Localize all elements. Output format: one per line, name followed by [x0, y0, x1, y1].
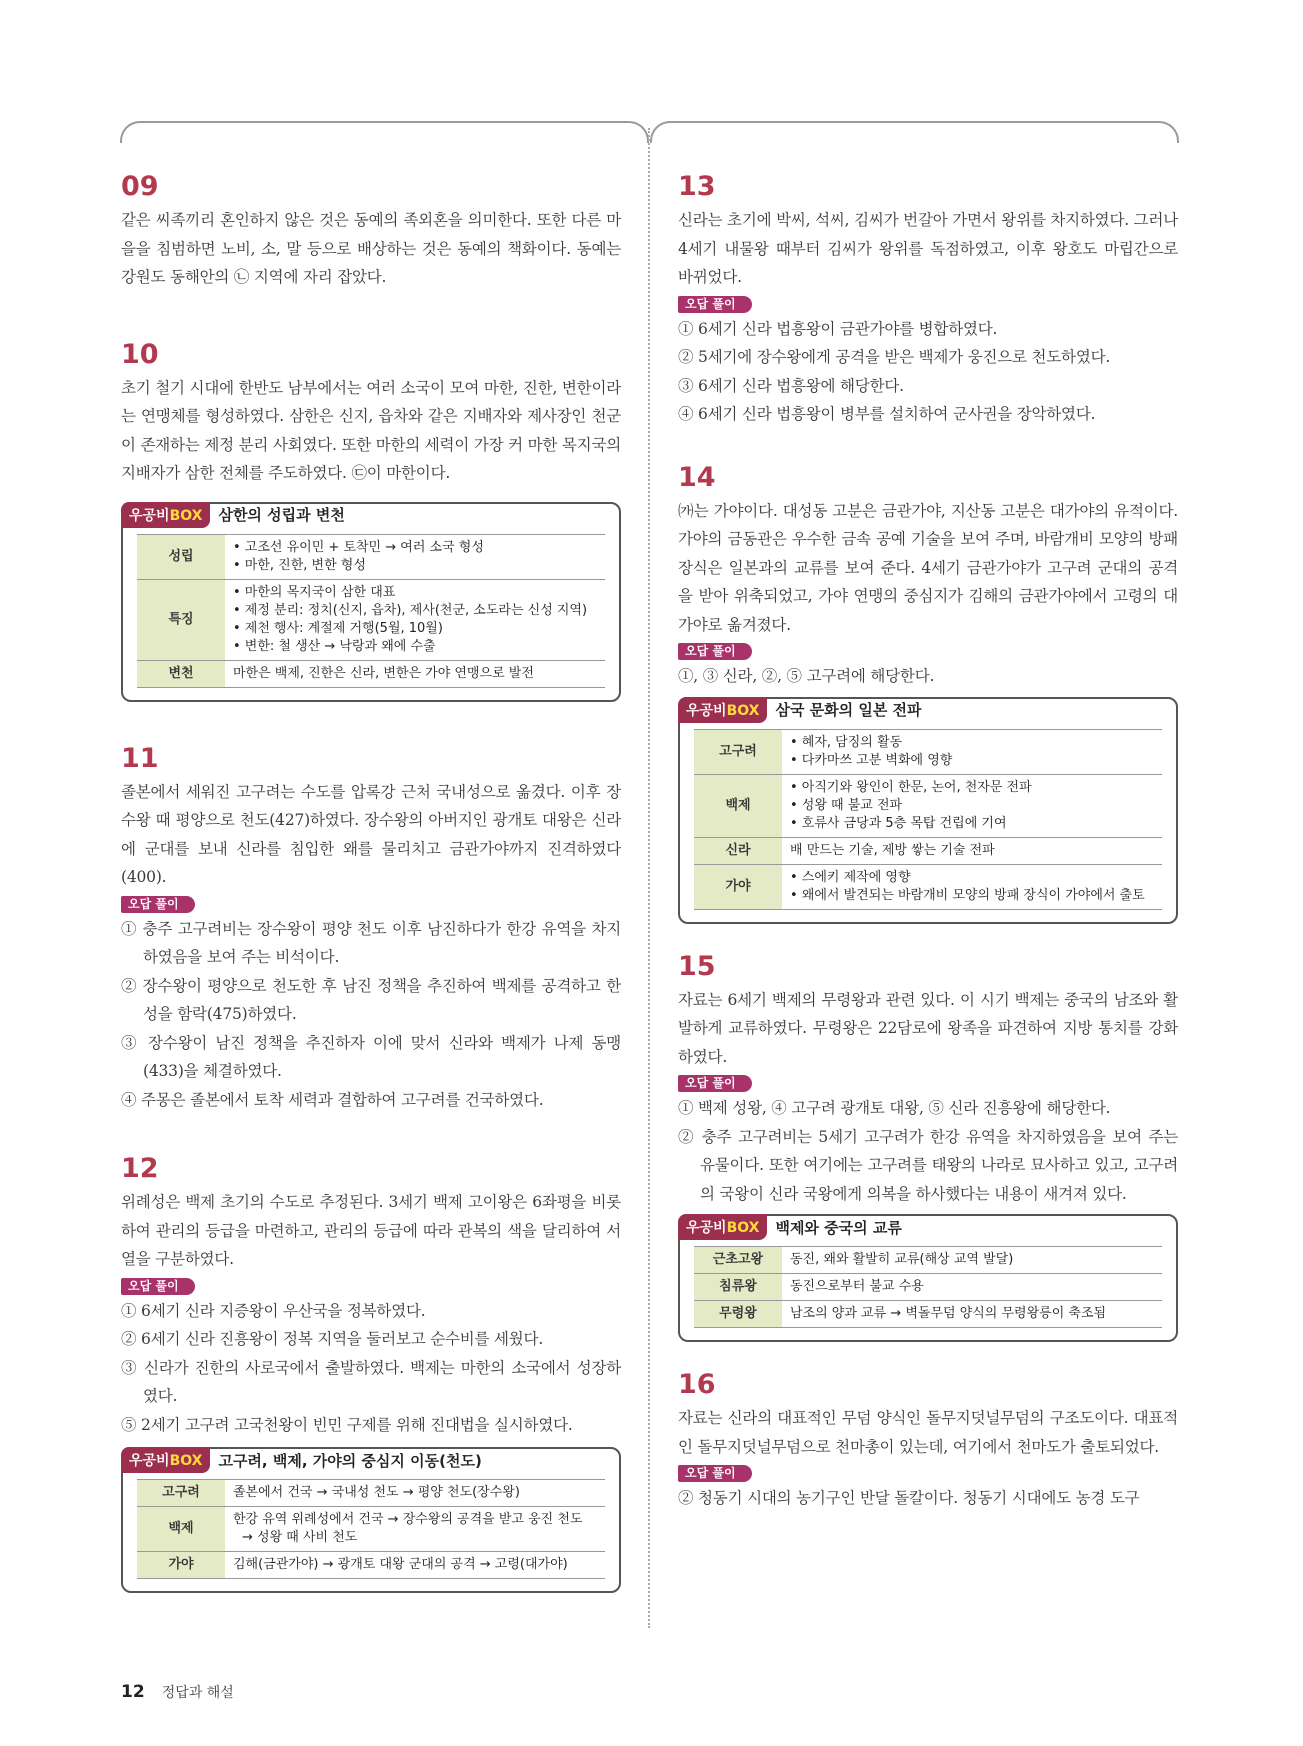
- frame-right-arch: [650, 121, 1179, 143]
- wrong-answer-label: 오답 풀이: [678, 296, 752, 313]
- list-item: ① 6세기 신라 지증왕이 우산국을 정복하였다.: [121, 1301, 426, 1320]
- option-list: [121, 915, 621, 1115]
- box-tag: 우공비BOX: [678, 1214, 767, 1240]
- row-key: 침류왕: [694, 1274, 782, 1301]
- box-tag: 우공비BOX: [121, 1447, 210, 1473]
- row-key: 고구려: [694, 729, 782, 774]
- row-value: 배 만드는 기술, 제방 쌓는 기술 전파: [782, 837, 1162, 864]
- question-number: 13: [678, 171, 716, 202]
- row-key: 가야: [137, 1552, 225, 1579]
- explanation-text: 위례성은 백제 초기의 수도로 추정된다. 3세기 백제 고이왕은 6좌평을 비롯하여 관리의 등급을 마련하고, 관리의 등급에 따라 관복의 색을 달리하여 서열을 구분하였다.: [121, 1193, 621, 1268]
- page-footer: [121, 1682, 234, 1702]
- table-row: [137, 534, 605, 579]
- column-divider: [648, 128, 650, 1628]
- row-key: 백제: [694, 774, 782, 837]
- row-value: 마한은 백제, 진한은 신라, 변한은 가야 연맹으로 발전: [225, 660, 605, 687]
- box-title: 백제와 중국의 교류: [775, 1218, 902, 1237]
- option-list: [121, 1297, 621, 1440]
- question-number: 10: [121, 338, 159, 370]
- row-value: • 아직기와 왕인이 한문, 논어, 천자문 전파 • 성왕 때 불교 전파 • 호류사 금당과 5층 목탑 건립에 기여: [782, 774, 1162, 837]
- question-11: [121, 742, 621, 1115]
- row-key: 성립: [137, 534, 225, 579]
- box-table: [137, 1479, 605, 1579]
- list-item: ① 백제 성왕, ④ 고구려 광개토 대왕, ⑤ 신라 진흥왕에 해당한다.: [678, 1099, 1111, 1117]
- row-value: 남조의 양과 교류 → 벽돌무덤 양식의 무령왕릉이 축조됨: [782, 1301, 1162, 1328]
- question-12: [121, 1152, 621, 1593]
- box-table: [694, 1246, 1162, 1328]
- info-box-header: [121, 1447, 482, 1473]
- list-item: ① 6세기 신라 법흥왕이 금관가야를 병합하였다.: [678, 319, 998, 338]
- wrong-answer-label: 오답 풀이: [678, 1465, 752, 1482]
- question-number: 12: [121, 1153, 159, 1184]
- right-column: [678, 170, 1178, 1559]
- option-list: [678, 1094, 1178, 1208]
- list-item: ⑤ 2세기 고구려 고국천왕이 빈민 구제를 위해 진대법을 실시하였다.: [121, 1415, 573, 1434]
- list-item: ② 5세기에 장수왕에게 공격을 받은 백제가 웅진으로 천도하였다.: [678, 348, 1111, 366]
- info-box: [678, 697, 1178, 924]
- explanation-text: 자료는 6세기 백제의 무령왕과 관련 있다. 이 시기 백제는 중국의 남조와 활발하게 교류하였다. 무령왕은 22담로에 왕족을 파견하여 지방 통치를 강화하였다.: [678, 990, 1178, 1066]
- question-number: 15: [678, 950, 716, 982]
- wrong-answer-label: 오답 풀이: [678, 1075, 752, 1092]
- info-box-header: [678, 697, 922, 723]
- list-item: ④ 6세기 신라 법흥왕이 병부를 설치하여 군사권을 장악하였다.: [678, 405, 1096, 423]
- wrong-answer-label: 오답 풀이: [121, 1278, 195, 1295]
- row-value: 동진, 왜와 활발히 교류(해상 교역 발달): [782, 1247, 1162, 1274]
- table-row: [137, 1480, 605, 1507]
- table-row: [694, 729, 1162, 774]
- info-box-header: [121, 502, 345, 528]
- option-list: [678, 1484, 1178, 1513]
- list-item: ③ 신라가 진한의 사로국에서 출발하였다. 백제는 마한의 소국에서 성장하였다.: [121, 1358, 621, 1405]
- table-row: [137, 579, 605, 660]
- option-list: [678, 662, 1178, 691]
- table-row: [694, 1301, 1162, 1328]
- option-list: [678, 315, 1178, 429]
- row-key: 근초고왕: [694, 1247, 782, 1274]
- info-box: [121, 1447, 621, 1593]
- explanation-text: 졸본에서 세워진 고구려는 수도를 압록강 근처 국내성으로 옮겼다. 이후 장수왕 때 평양으로 천도(427)하였다. 장수왕의 아버지인 광개토 대왕은 신라에 군대를 보내 신라를 침입한 왜를 물리치고 금관가야까지 진격하였다(400).: [121, 782, 621, 886]
- row-value: • 마한의 목지국이 삼한 대표 • 제정 분리: 정치(신지, 읍차), 제사(천군, 소도라는 신성 지역) • 제천 행사: 계절제 거행(5월, 10월) • 변한: 철 생산 → 낙랑과 왜에 수출: [225, 579, 605, 660]
- row-key: 특징: [137, 579, 225, 660]
- wrong-answer-label: 오답 풀이: [678, 643, 752, 660]
- question-15: [678, 950, 1178, 1343]
- box-tag: 우공비BOX: [678, 697, 767, 723]
- question-number: 09: [121, 171, 159, 202]
- info-box-header: [678, 1214, 902, 1240]
- list-item: ② 청동기 시대의 농기구인 반달 돌칼이다. 청동기 시대에도 농경 도구: [678, 1489, 1140, 1507]
- box-title: 고구려, 백제, 가야의 중심지 이동(천도): [218, 1451, 482, 1470]
- question-number: 11: [121, 742, 159, 774]
- row-value: 김해(금관가야) → 광개토 대왕 군대의 공격 → 고령(대가야): [225, 1552, 605, 1579]
- explanation-text: 초기 철기 시대에 한반도 남부에서는 여러 소국이 모여 마한, 진한, 변한이라는 연맹체를 형성하였다. 삼한은 신지, 읍차와 같은 지배자와 제사장인 천군이 존재하는 제정 분리 사회였다. 또한 마한의 세력이 가장 커 마한 목지국의 지배자가 삼한 전체를 주도하였다. ㉢이 마한이다.: [121, 378, 621, 482]
- list-item: ③ 6세기 신라 법흥왕에 해당한다.: [678, 376, 904, 395]
- table-row: [694, 1247, 1162, 1274]
- row-value: • 혜자, 담징의 활동 • 다카마쓰 고분 벽화에 영향: [782, 729, 1162, 774]
- table-row: [137, 660, 605, 687]
- left-column: [121, 170, 621, 1639]
- table-row: [137, 1507, 605, 1552]
- row-value: • 스에키 제작에 영향 • 왜에서 발견되는 바람개비 모양의 방패 장식이 가야에서 출토: [782, 864, 1162, 909]
- question-number: 16: [678, 1369, 716, 1400]
- row-value: • 고조선 유이민 + 토착민 → 여러 소국 형성 • 마한, 진한, 변한 형성: [225, 534, 605, 579]
- box-table: [694, 729, 1162, 910]
- row-value: 한강 유역 위례성에서 건국 → 장수왕의 공격을 받고 웅진 천도 → 성왕 때 사비 천도: [225, 1507, 605, 1552]
- box-title: 삼한의 성립과 변천: [218, 506, 345, 524]
- box-table: [137, 534, 605, 688]
- table-row: [694, 864, 1162, 909]
- row-key: 백제: [137, 1507, 225, 1552]
- table-row: [694, 1274, 1162, 1301]
- list-item: ② 장수왕이 평양으로 천도한 후 남진 정책을 추진하여 백제를 공격하고 한성을 함락(475)하였다.: [121, 976, 621, 1023]
- frame-left-arch: [120, 121, 649, 143]
- explanation-text: 같은 씨족끼리 혼인하지 않은 것은 동예의 족외혼을 의미한다. 또한 다른 마을을 침범하면 노비, 소, 말 등으로 배상하는 것은 동예의 책화이다. 동예는 강원도 동해안의 ㉡ 지역에 자리 잡았다.: [121, 211, 621, 286]
- row-key: 변천: [137, 660, 225, 687]
- list-item: ① 충주 고구려비는 장수왕이 평양 천도 이후 남진하다가 한강 유역을 차지하였음을 보여 주는 비석이다.: [121, 919, 621, 966]
- info-box: [121, 502, 621, 702]
- row-key: 신라: [694, 837, 782, 864]
- row-value: 졸본에서 건국 → 국내성 천도 → 평양 천도(장수왕): [225, 1480, 605, 1507]
- explanation-text: 신라는 초기에 박씨, 석씨, 김씨가 번갈아 가면서 왕위를 차지하였다. 그러나 4세기 내물왕 때부터 김씨가 왕위를 독점하였고, 이후 왕호도 마립간으로 바뀌었다.: [678, 211, 1178, 286]
- question-10: [121, 338, 621, 702]
- explanation-text: 자료는 신라의 대표적인 무덤 양식인 돌무지덧널무덤의 구조도이다. 대표적인 돌무지덧널무덤으로 천마총이 있는데, 여기에서 천마도가 출토되었다.: [678, 1409, 1178, 1456]
- list-item: ①, ③ 신라, ②, ⑤ 고구려에 해당한다.: [678, 667, 935, 685]
- row-key: 가야: [694, 864, 782, 909]
- row-key: 고구려: [137, 1480, 225, 1507]
- question-09: [121, 170, 621, 292]
- table-row: [694, 774, 1162, 837]
- table-row: [137, 1552, 605, 1579]
- list-item: ③ 장수왕이 남진 정책을 추진하자 이에 맞서 신라와 백제가 나제 동맹(433)을 체결하였다.: [121, 1033, 621, 1080]
- question-16: [678, 1368, 1178, 1513]
- box-tag: 우공비BOX: [121, 502, 210, 528]
- footer-label: 정답과 해설: [161, 1685, 234, 1701]
- row-value: 동진으로부터 불교 수용: [782, 1274, 1162, 1301]
- question-13: [678, 170, 1178, 429]
- box-title: 삼국 문화의 일본 전파: [775, 701, 922, 719]
- info-box: [678, 1214, 1178, 1342]
- list-item: ④ 주몽은 졸본에서 토착 세력과 결합하여 고구려를 건국하였다.: [121, 1090, 544, 1109]
- question-number: 14: [678, 461, 716, 493]
- wrong-answer-label: 오답 풀이: [121, 896, 195, 913]
- question-14: [678, 461, 1178, 924]
- page-number: 12: [121, 1682, 145, 1702]
- list-item: ② 6세기 신라 진흥왕이 정복 지역을 둘러보고 순수비를 세웠다.: [121, 1330, 544, 1348]
- explanation-text: ㈎는 가야이다. 대성동 고분은 금관가야, 지산동 고분은 대가야의 유적이다. 가야의 금동관은 우수한 금속 공예 기술을 보여 주며, 바람개비 모양의 방패 장식은 일본과의 교류를 보여 준다. 4세기 금관가야가 고구려 군대의 공격을 받아 위축되었고, 가야 연맹의 중심지가 김해의 금관가야에서 고령의 대가야로 옮겨졌다.: [678, 501, 1178, 634]
- table-row: [694, 837, 1162, 864]
- list-item: ② 충주 고구려비는 5세기 고구려가 한강 유역을 차지하였음을 보여 주는 유물이다. 또한 여기에는 고구려를 태왕의 나라로 묘사하고 있고, 고구려의 국왕이 신라 국왕에게 의복을 하사했다는 내용이 새겨져 있다.: [678, 1127, 1178, 1203]
- row-key: 무령왕: [694, 1301, 782, 1328]
